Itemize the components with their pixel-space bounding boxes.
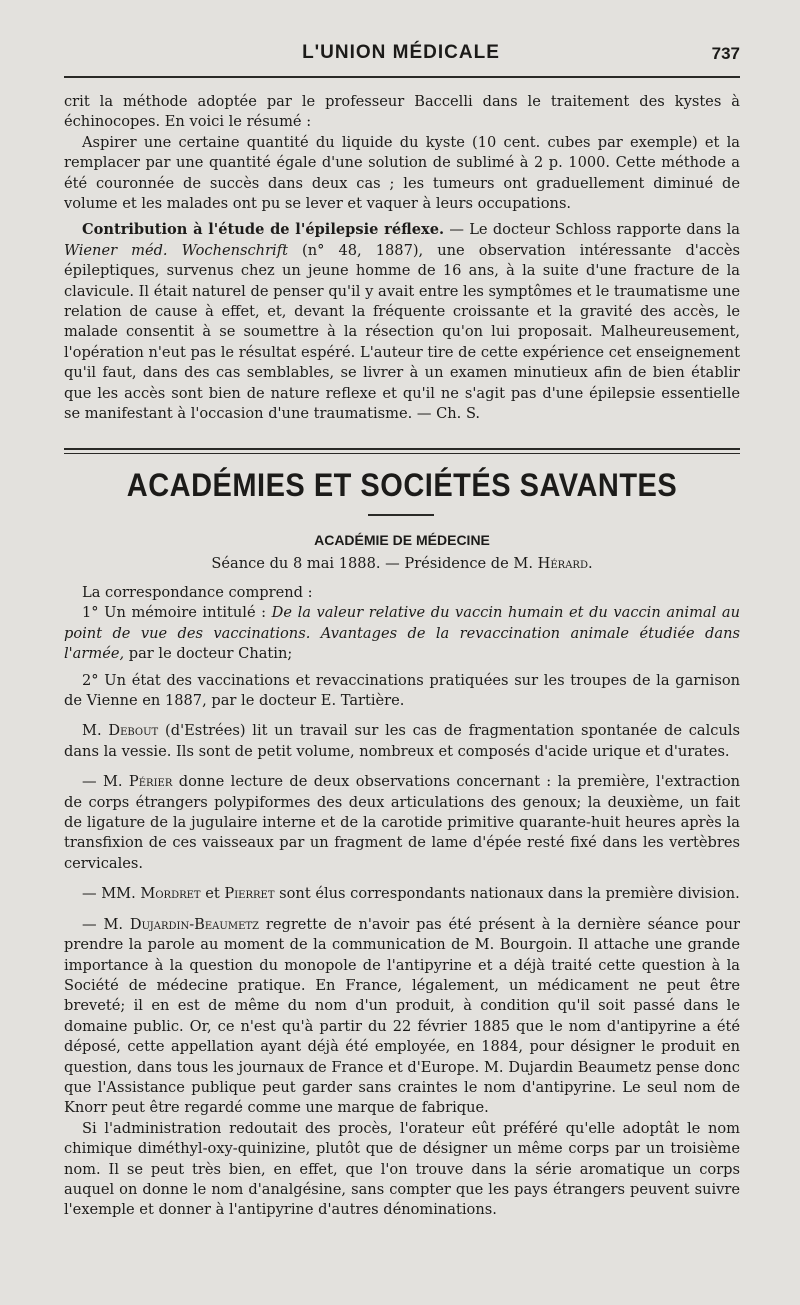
- page-number: 737: [711, 44, 740, 63]
- section-divider-thick: [64, 448, 740, 450]
- president-name: Hérard: [537, 555, 588, 572]
- paragraph-baccelli: crit la méthode adoptée par le professeur Baccelli dans le traitement des kystes à échinocopes. En voici le résumé :: [64, 93, 740, 131]
- paragraph-perier: — M. Périer donne lecture de deux observations concernant : la première, l'extraction de corps étrangers polypiformes des deux articulations des genoux; la deuxième, un fait de ligature de la jugulaire interne et de la carotide primitive quarante-huit heures après la transfixion de ces vaisseaux par un fragment de lame d'épée resté fixé dans les vertèbres cervicales.: [64, 773, 741, 872]
- paragraph-elections: — MM. Mordret et Pierret sont élus correspondants nationaux dans la première division.: [82, 885, 740, 903]
- section-subtitle: ACADÉMIE DE MÉDECINE: [314, 532, 490, 548]
- paragraph-dujardin: — M. Dujardin-Beaumetz regrette de n'avoir pas été présent à la dernière séance pour prendre la parole au moment de la communication de M. Bourgoin. Il attache une grande importance à la question du monopole de l'antipyrine et a déjà traité cette question à la Société de médecine pratique. En France, légalement, un médicament ne peut être breveté; il en est de même du nom d'un produit, à condition qu'il soit passé dans le domaine public. Or, ce n'est qu'à partir du 22 février 1885 que le nom d'antipyrine a été déposé, cette appellation ayant déjà été employée, en 1884, pour désigner le produit en question, dans tous les journaux de France et d'Europe. M. Dujardin Beaumetz pense donc que l'Assistance publique peut garder sans craintes le nom d'antipyrine. Le seul nom de Knorr peut être regardé comme une marque de fabrique.: [64, 915, 740, 1117]
- paragraph-epilepsy: Contribution à l'étude de l'épilepsie réflexe. — Le docteur Schloss rapporte dans la Wiener méd. Wochenschrift (n° 48, 1887), une observation intéressante d'accès épileptiques, survenus chez un jeune homme de 16 ans, à la suite d'une fracture de la clavicule. Il était naturel de penser qu'il y avait entre les symptômes et le traumatisme une relation de cause à effet, et, devant la fréquente croissante et la gravité des accès, le malade consentit à se soumettre à la résection qu'on lui proposait. Malheureusement, l'opération n'eut pas le résultat espéré. L'auteur tire de cette expérience cet enseignement qu'il faut, dans des cas semblables, se livrer à un examen minutieux afin de bien établir que les accès sont bien de nature reflexe et qu'il ne s'agit pas d'une épilepsie essentielle se manifestant à l'occasion d'une traumatisme. — Ch. S.: [64, 221, 740, 423]
- author-name: Dujardin-Beaumetz: [129, 915, 259, 933]
- correspondence-item-2: 2° Un état des vaccinations et revaccinations pratiquées sur les troupes de la garnison de Vienne en 1887, par le docteur E. Tartière.: [64, 671, 740, 710]
- paragraph-debout: M. Debout (d'Estrées) lit un travail sur les cas de fragmentation spontanée de calculs dans la vessie. Ils sont de petit volume, nombreux et composés d'acide urique et d'urates.: [64, 722, 741, 760]
- author-name: Pierret: [224, 885, 275, 903]
- section-title: ACADÉMIES ET SOCIÉTÉS SAVANTES: [126, 468, 678, 504]
- session-line: Séance du 8 mai 1888. — Présidence de M. Hérard.: [211, 555, 593, 572]
- memoir-title: De la valeur relative du vaccin humain et du vaccin animal au point de vue des vaccinations. Avantages de la revaccination animale étudiée dans l'armée,: [64, 604, 740, 663]
- paragraph-heading: Contribution à l'étude de l'épilepsie réflexe.: [82, 221, 445, 239]
- academy-body: [64, 583, 740, 1221]
- journal-title: L'UNION MÉDICALE: [302, 42, 500, 63]
- correspondence-item-1: 1° Un mémoire intitulé : De la valeur relative du vaccin humain et du vaccin animal au point de vue des vaccinations. Avantages de la revaccination animale étudiée dans l'armée, par le docteur Chatin;: [64, 604, 740, 663]
- title-underline: [368, 514, 434, 516]
- journal-name: Wiener méd. Wochenschrift: [64, 241, 288, 259]
- author-name: Périer: [128, 773, 173, 791]
- paragraph-administration: Si l'administration redoutait des procès, l'orateur eût préféré qu'elle adoptât le nom chimique diméthyl-oxy-quinizine, plutôt que de désigner un même corps par un troisième nom. Il se peut très bien, en effet, que l'on trouve dans la série aromatique un corps auquel on donne le nom d'analgésine, sans compter que les pays étrangers peuvent suivre l'exemple et donner à l'antipyrine d'autres dénominations.: [64, 1119, 740, 1219]
- running-header: [62, 40, 740, 74]
- author-name: Debout: [108, 722, 159, 740]
- paragraph-method: Aspirer une certaine quantité du liquide du kyste (10 cent. cubes par exemple) et la remplacer par une quantité égale d'une solution de sublimé à 2 p. 1000. Cette méthode a été couronnée de succès dans deux cas ; les tumeurs ont graduellement diminué de volume et les malades ont pu se lever et vaquer à leurs occupations.: [64, 133, 740, 213]
- section-divider-thin: [64, 453, 740, 454]
- header-rule: [64, 76, 740, 78]
- author-name: Mordret: [140, 885, 201, 903]
- correspondence-intro: La correspondance comprend :: [82, 584, 313, 601]
- top-section: [64, 92, 740, 425]
